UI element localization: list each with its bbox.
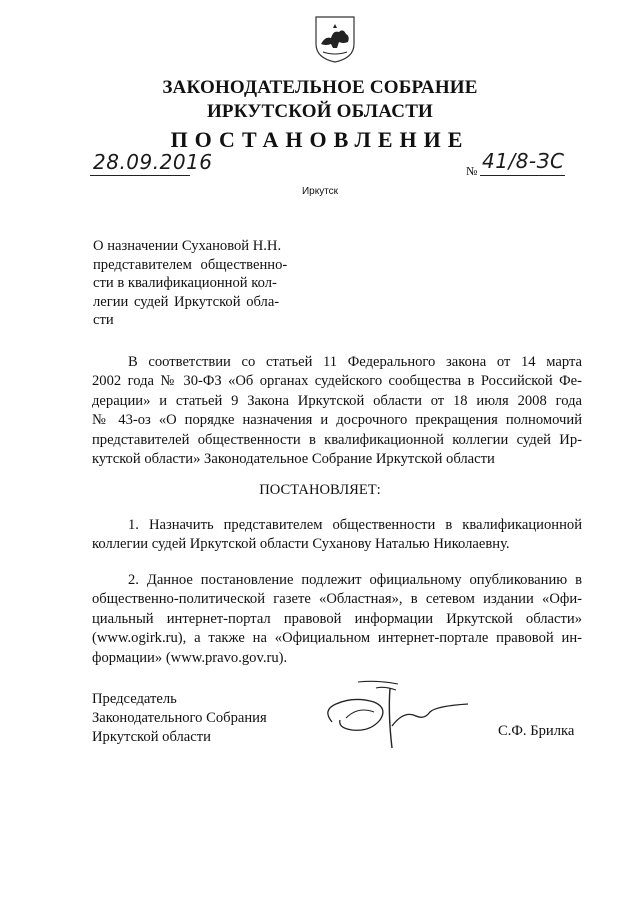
document-number: 41/8-ЗС — [482, 149, 565, 173]
handwritten-signature — [318, 674, 478, 754]
signer-name: С.Ф. Брилка — [498, 723, 575, 739]
number-sign: № — [466, 164, 478, 178]
preamble-line: № 43-оз «О порядке назначения и досрочного прекращения полномочий — [92, 412, 582, 429]
preamble-paragraph — [92, 353, 582, 469]
item-2-line: формации» (www.pravo.gov.ru). — [92, 649, 288, 666]
resolves-heading: ПОСТАНОВЛЯЕТ: — [259, 482, 381, 498]
item-2-paragraph — [92, 571, 582, 668]
item-1-line: 1. Назначить представителем общественности в квалификационной — [128, 517, 582, 533]
subject-line: представителем общественно- — [93, 256, 288, 273]
subject-line: легии судей Иркутской обла- — [93, 293, 280, 310]
item-2-line: общественно-политической газете «Областная», в сетевом издании «Офи- — [92, 591, 582, 608]
city-label: Иркутск — [301, 186, 339, 197]
number-underline — [480, 175, 565, 176]
subject-line: сти в квалификационной кол- — [93, 275, 277, 291]
preamble-line: кутской области» Законодательное Собрание Иркутской области — [92, 450, 495, 467]
document-type: ПОСТАНОВЛЕНИЕ — [170, 127, 470, 152]
org-name-line2: ИРКУТСКОЙ ОБЛАСТИ — [206, 101, 434, 122]
document-date: 28.09.2016 — [93, 150, 213, 174]
org-name-line1: ЗАКОНОДАТЕЛЬНОЕ СОБРАНИЕ — [162, 77, 478, 98]
signatory-title-line: Председатель — [92, 691, 177, 707]
coat-of-arms-icon — [313, 14, 357, 64]
item-2-line: (www.ogirk.ru), а также на «Официальном интернет-портале правовой ин- — [92, 630, 582, 647]
item-1-paragraph — [92, 516, 582, 555]
item-2-line: 2. Данное постановление подлежит официальному опубликованию в — [128, 572, 582, 588]
date-underline — [90, 175, 190, 176]
preamble-line: В соответствии со статьей 11 Федерального закона от 14 марта — [128, 354, 582, 370]
subject-line: О назначении Сухановой Н.Н. — [93, 238, 282, 254]
document-subject — [93, 237, 303, 330]
item-1-line: коллегии судей Иркутской области Суханову Наталью Николаевну. — [92, 536, 510, 553]
signatory-title-line: Иркутской области — [92, 729, 211, 745]
signatory-title — [92, 690, 267, 747]
signatory-title-line: Законодательного Собрания — [92, 710, 267, 726]
subject-line: сти — [93, 312, 114, 328]
preamble-line: представителей общественности в квалификационной коллегии судей Ир- — [92, 431, 582, 448]
preamble-line: дерации» и статьей 9 Закона Иркутской области от 18 июля 2008 года — [92, 392, 582, 409]
item-2-line: циальный интернет-портал правовой информации Иркутской области» — [92, 610, 582, 627]
preamble-line: 2002 года № 30-ФЗ «Об органах судейского сообщества в Российской Фе- — [92, 373, 582, 390]
